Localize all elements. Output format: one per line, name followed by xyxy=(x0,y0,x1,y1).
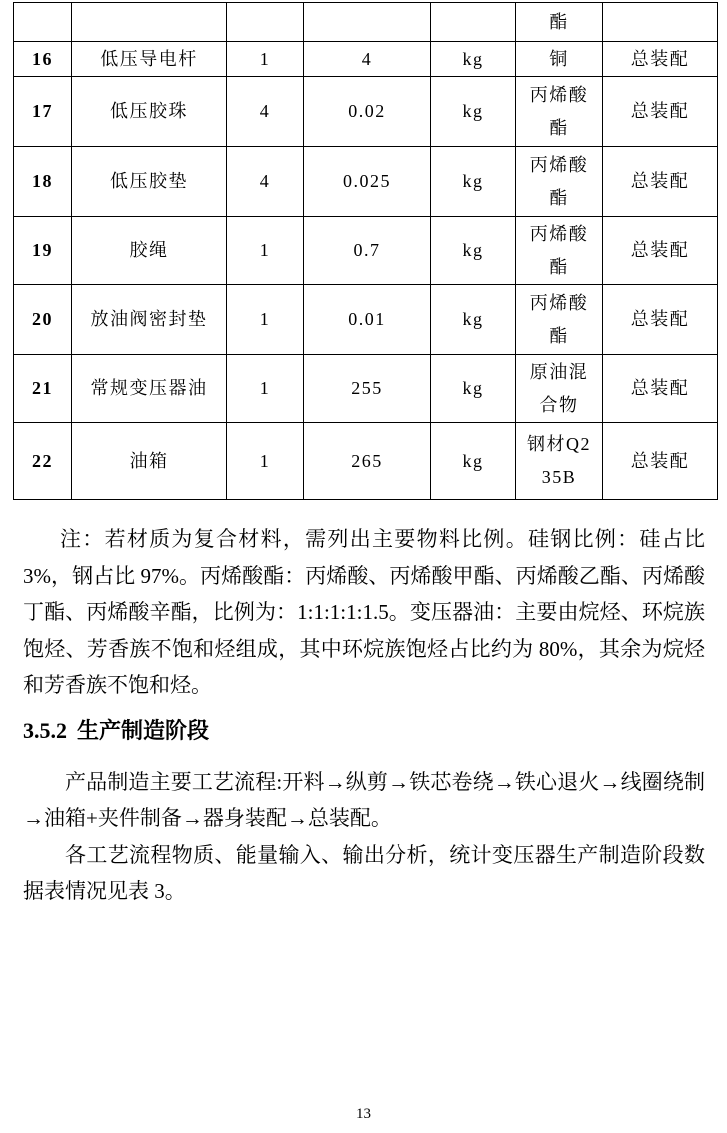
cell-material: 丙烯酸酯 xyxy=(516,77,603,147)
section-title: 生产制造阶段 xyxy=(77,717,210,743)
cell-unit: kg xyxy=(431,77,516,147)
cell-no: 19 xyxy=(14,217,72,285)
section-number: 3.5.2 xyxy=(23,717,67,743)
cell-unit: kg xyxy=(431,217,516,285)
table-row-continuation xyxy=(14,3,718,42)
cell-amount: 265 xyxy=(304,423,431,500)
cell-unit: kg xyxy=(431,423,516,500)
cell-qty: 1 xyxy=(227,355,304,423)
table-row xyxy=(14,355,718,423)
cell-stage: 总装配 xyxy=(603,217,718,285)
cell-name: 低压导电杆 xyxy=(72,42,227,77)
table-row xyxy=(14,217,718,285)
cell-stage: 总装配 xyxy=(603,77,718,147)
cell-no: 18 xyxy=(14,147,72,217)
cell-name: 放油阀密封垫 xyxy=(72,285,227,355)
cell-material: 丙烯酸酯 xyxy=(516,285,603,355)
cell-no: 21 xyxy=(14,355,72,423)
cell-no xyxy=(14,3,72,42)
cell-name: 常规变压器油 xyxy=(72,355,227,423)
table-row xyxy=(14,147,718,217)
section-heading xyxy=(23,716,705,746)
cell-stage: 总装配 xyxy=(603,423,718,500)
cell-stage: 总装配 xyxy=(603,147,718,217)
cell-name: 低压胶垫 xyxy=(72,147,227,217)
cell-name: 低压胶珠 xyxy=(72,77,227,147)
cell-material: 原油混合物 xyxy=(516,355,603,423)
cell-stage xyxy=(603,3,718,42)
table-row xyxy=(14,285,718,355)
table-row xyxy=(14,423,718,500)
cell-amount: 255 xyxy=(304,355,431,423)
cell-amount: 0.025 xyxy=(304,147,431,217)
cell-qty: 1 xyxy=(227,423,304,500)
cell-unit xyxy=(431,3,516,42)
cell-amount: 0.02 xyxy=(304,77,431,147)
cell-qty: 1 xyxy=(227,285,304,355)
cell-no: 22 xyxy=(14,423,72,500)
cell-no: 16 xyxy=(14,42,72,77)
cell-stage: 总装配 xyxy=(603,285,718,355)
table-row xyxy=(14,77,718,147)
paragraph-analysis: 各工艺流程物质、能量输入、输出分析，统计变压器生产制造阶段数据表情况见表 3。 xyxy=(23,842,705,903)
cell-unit: kg xyxy=(431,42,516,77)
cell-qty: 4 xyxy=(227,77,304,147)
cell-unit: kg xyxy=(431,285,516,355)
cell-material: 酯 xyxy=(516,3,603,42)
cell-amount: 4 xyxy=(304,42,431,77)
materials-table xyxy=(13,2,718,500)
cell-unit: kg xyxy=(431,355,516,423)
cell-qty: 4 xyxy=(227,147,304,217)
body-paragraphs xyxy=(23,764,705,910)
cell-name: 油箱 xyxy=(72,423,227,500)
cell-no: 17 xyxy=(14,77,72,147)
cell-material: 丙烯酸酯 xyxy=(516,147,603,217)
cell-material: 钢材Q235B xyxy=(516,423,603,500)
page-number: 13 xyxy=(356,1106,371,1122)
paragraph-process-flow: 产品制造主要工艺流程:开料→纵剪→铁芯卷绕→铁心退火→线圈绕制→油箱+夹件制备→器身装配→总装配。 xyxy=(23,769,705,830)
cell-material: 铜 xyxy=(516,42,603,77)
cell-qty: 1 xyxy=(227,42,304,77)
cell-name xyxy=(72,3,227,42)
cell-stage: 总装配 xyxy=(603,42,718,77)
cell-no: 20 xyxy=(14,285,72,355)
cell-material: 丙烯酸酯 xyxy=(516,217,603,285)
table-note: 注：若材质为复合材料，需列出主要物料比例。硅钢比例：硅占比 3%，钢占比 97%。丙烯酸酯：丙烯酸、丙烯酸甲酯、丙烯酸乙酯、丙烯酸丁酯、丙烯酸辛酯，比例为：1:1:1:1:1.5。变压器油：主要由烷烃、环烷族饱烃、芳香族不饱和烃组成，其中环烷族饱烃占比约为 80%，其余为烷烃和芳香族不饱和烃。 xyxy=(23,527,705,697)
cell-name: 胶绳 xyxy=(72,217,227,285)
cell-unit: kg xyxy=(431,147,516,217)
table-row xyxy=(14,42,718,77)
cell-amount: 0.7 xyxy=(304,217,431,285)
cell-qty xyxy=(227,3,304,42)
cell-qty: 1 xyxy=(227,217,304,285)
cell-amount: 0.01 xyxy=(304,285,431,355)
cell-amount xyxy=(304,3,431,42)
cell-stage: 总装配 xyxy=(603,355,718,423)
